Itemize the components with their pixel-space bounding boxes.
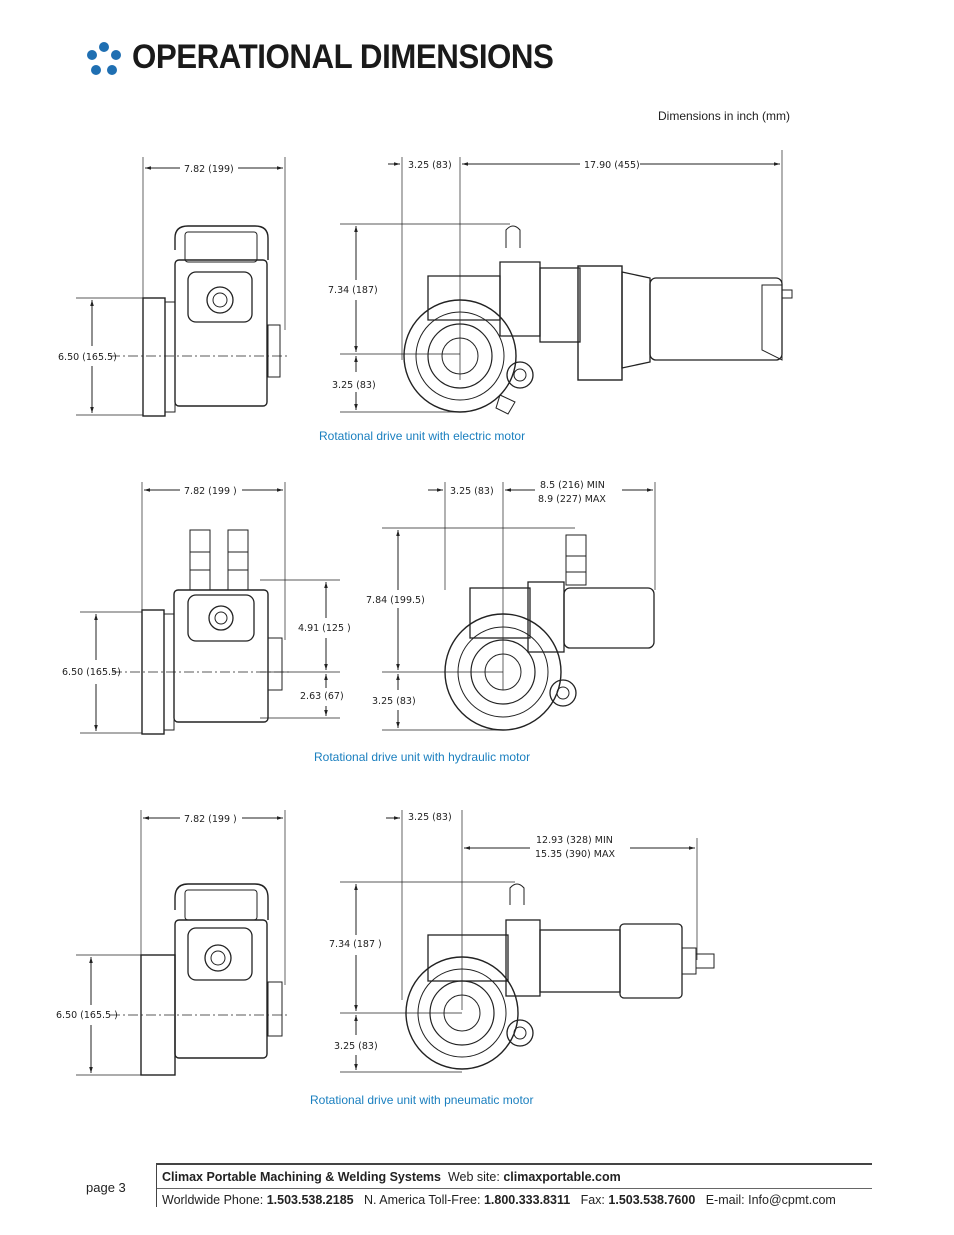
footer-divider (156, 1163, 157, 1207)
tollfree-number: 1.800.333.8311 (483, 1193, 571, 1207)
dim-2-side-length-max: 8.9 (227) MAX (538, 494, 606, 505)
footer-rule-top (156, 1163, 872, 1165)
side-view-pneumatic (340, 810, 714, 1072)
phone-number: 1.503.538.2185 (266, 1193, 354, 1207)
dim-1-side-center: 3.25 (83) (332, 380, 376, 391)
caption-pneumatic: Rotational drive unit with pneumatic motor (310, 1093, 534, 1107)
dim-3-side-offset: 3.25 (83) (408, 812, 452, 823)
company-name: Climax Portable Machining & Welding Systems (162, 1170, 441, 1184)
front-view-pneumatic (76, 810, 290, 1075)
dim-3-side-center: 3.25 (83) (334, 1041, 378, 1052)
dim-1-side-length: 17.90 (455) (584, 160, 640, 171)
dim-1-front-height: 6.50 (165.5) (58, 352, 117, 363)
caption-hydraulic: Rotational drive unit with hydraulic motor (314, 750, 531, 764)
dim-3-front-width: 7.82 (199 ) (184, 814, 237, 825)
dim-3-side-length-max: 15.35 (390) MAX (535, 849, 615, 860)
page-number: page 3 (86, 1180, 126, 1195)
phone-label: Worldwide Phone: (162, 1193, 264, 1207)
web-label: Web site: (447, 1170, 500, 1184)
dim-2-front-width: 7.82 (199 ) (184, 486, 237, 497)
dim-3-front-height: 6.50 (165.5 ) (56, 1010, 118, 1021)
dim-2-side-length-min: 8.5 (216) MIN (540, 480, 605, 491)
caption-electric: Rotational drive unit with electric motor (319, 429, 526, 443)
footer-company-line (162, 1170, 621, 1184)
dim-2-front-upper: 4.91 (125 ) (298, 623, 351, 634)
dim-2-front-lower: 2.63 (67) (300, 691, 344, 702)
dim-3-side-length-min: 12.93 (328) MIN (536, 835, 613, 846)
dim-1-front-width: 7.82 (199) (184, 164, 234, 175)
dim-2-side-offset: 3.25 (83) (450, 486, 494, 497)
footer-contact-line (162, 1193, 836, 1207)
website-link[interactable]: climaxportable.com (503, 1170, 621, 1184)
side-view-electric (340, 150, 792, 414)
dim-2-side-height: 7.84 (199.5) (366, 595, 425, 606)
dim-3-side-height: 7.34 (187 ) (329, 939, 382, 950)
tollfree-label: N. America Toll-Free: (364, 1193, 481, 1207)
units-note: Dimensions in inch (mm) (658, 109, 791, 123)
dim-2-side-center: 3.25 (83) (372, 696, 416, 707)
dim-1-side-offset: 3.25 (83) (408, 160, 452, 171)
page-title: OPERATIONAL DIMENSIONS (132, 38, 554, 76)
side-view-hydraulic (382, 482, 655, 730)
fax-label: Fax: (580, 1193, 605, 1207)
dim-2-front-height: 6.50 (165.5) (62, 667, 121, 678)
email-label: E-mail: (705, 1193, 745, 1207)
footer-rule-middle (156, 1188, 872, 1189)
dim-1-side-height: 7.34 (187) (328, 285, 378, 296)
fax-number: 1.503.538.7600 (608, 1193, 696, 1207)
front-view-electric (76, 157, 290, 416)
email-link[interactable]: Info@cpmt.com (748, 1193, 836, 1207)
